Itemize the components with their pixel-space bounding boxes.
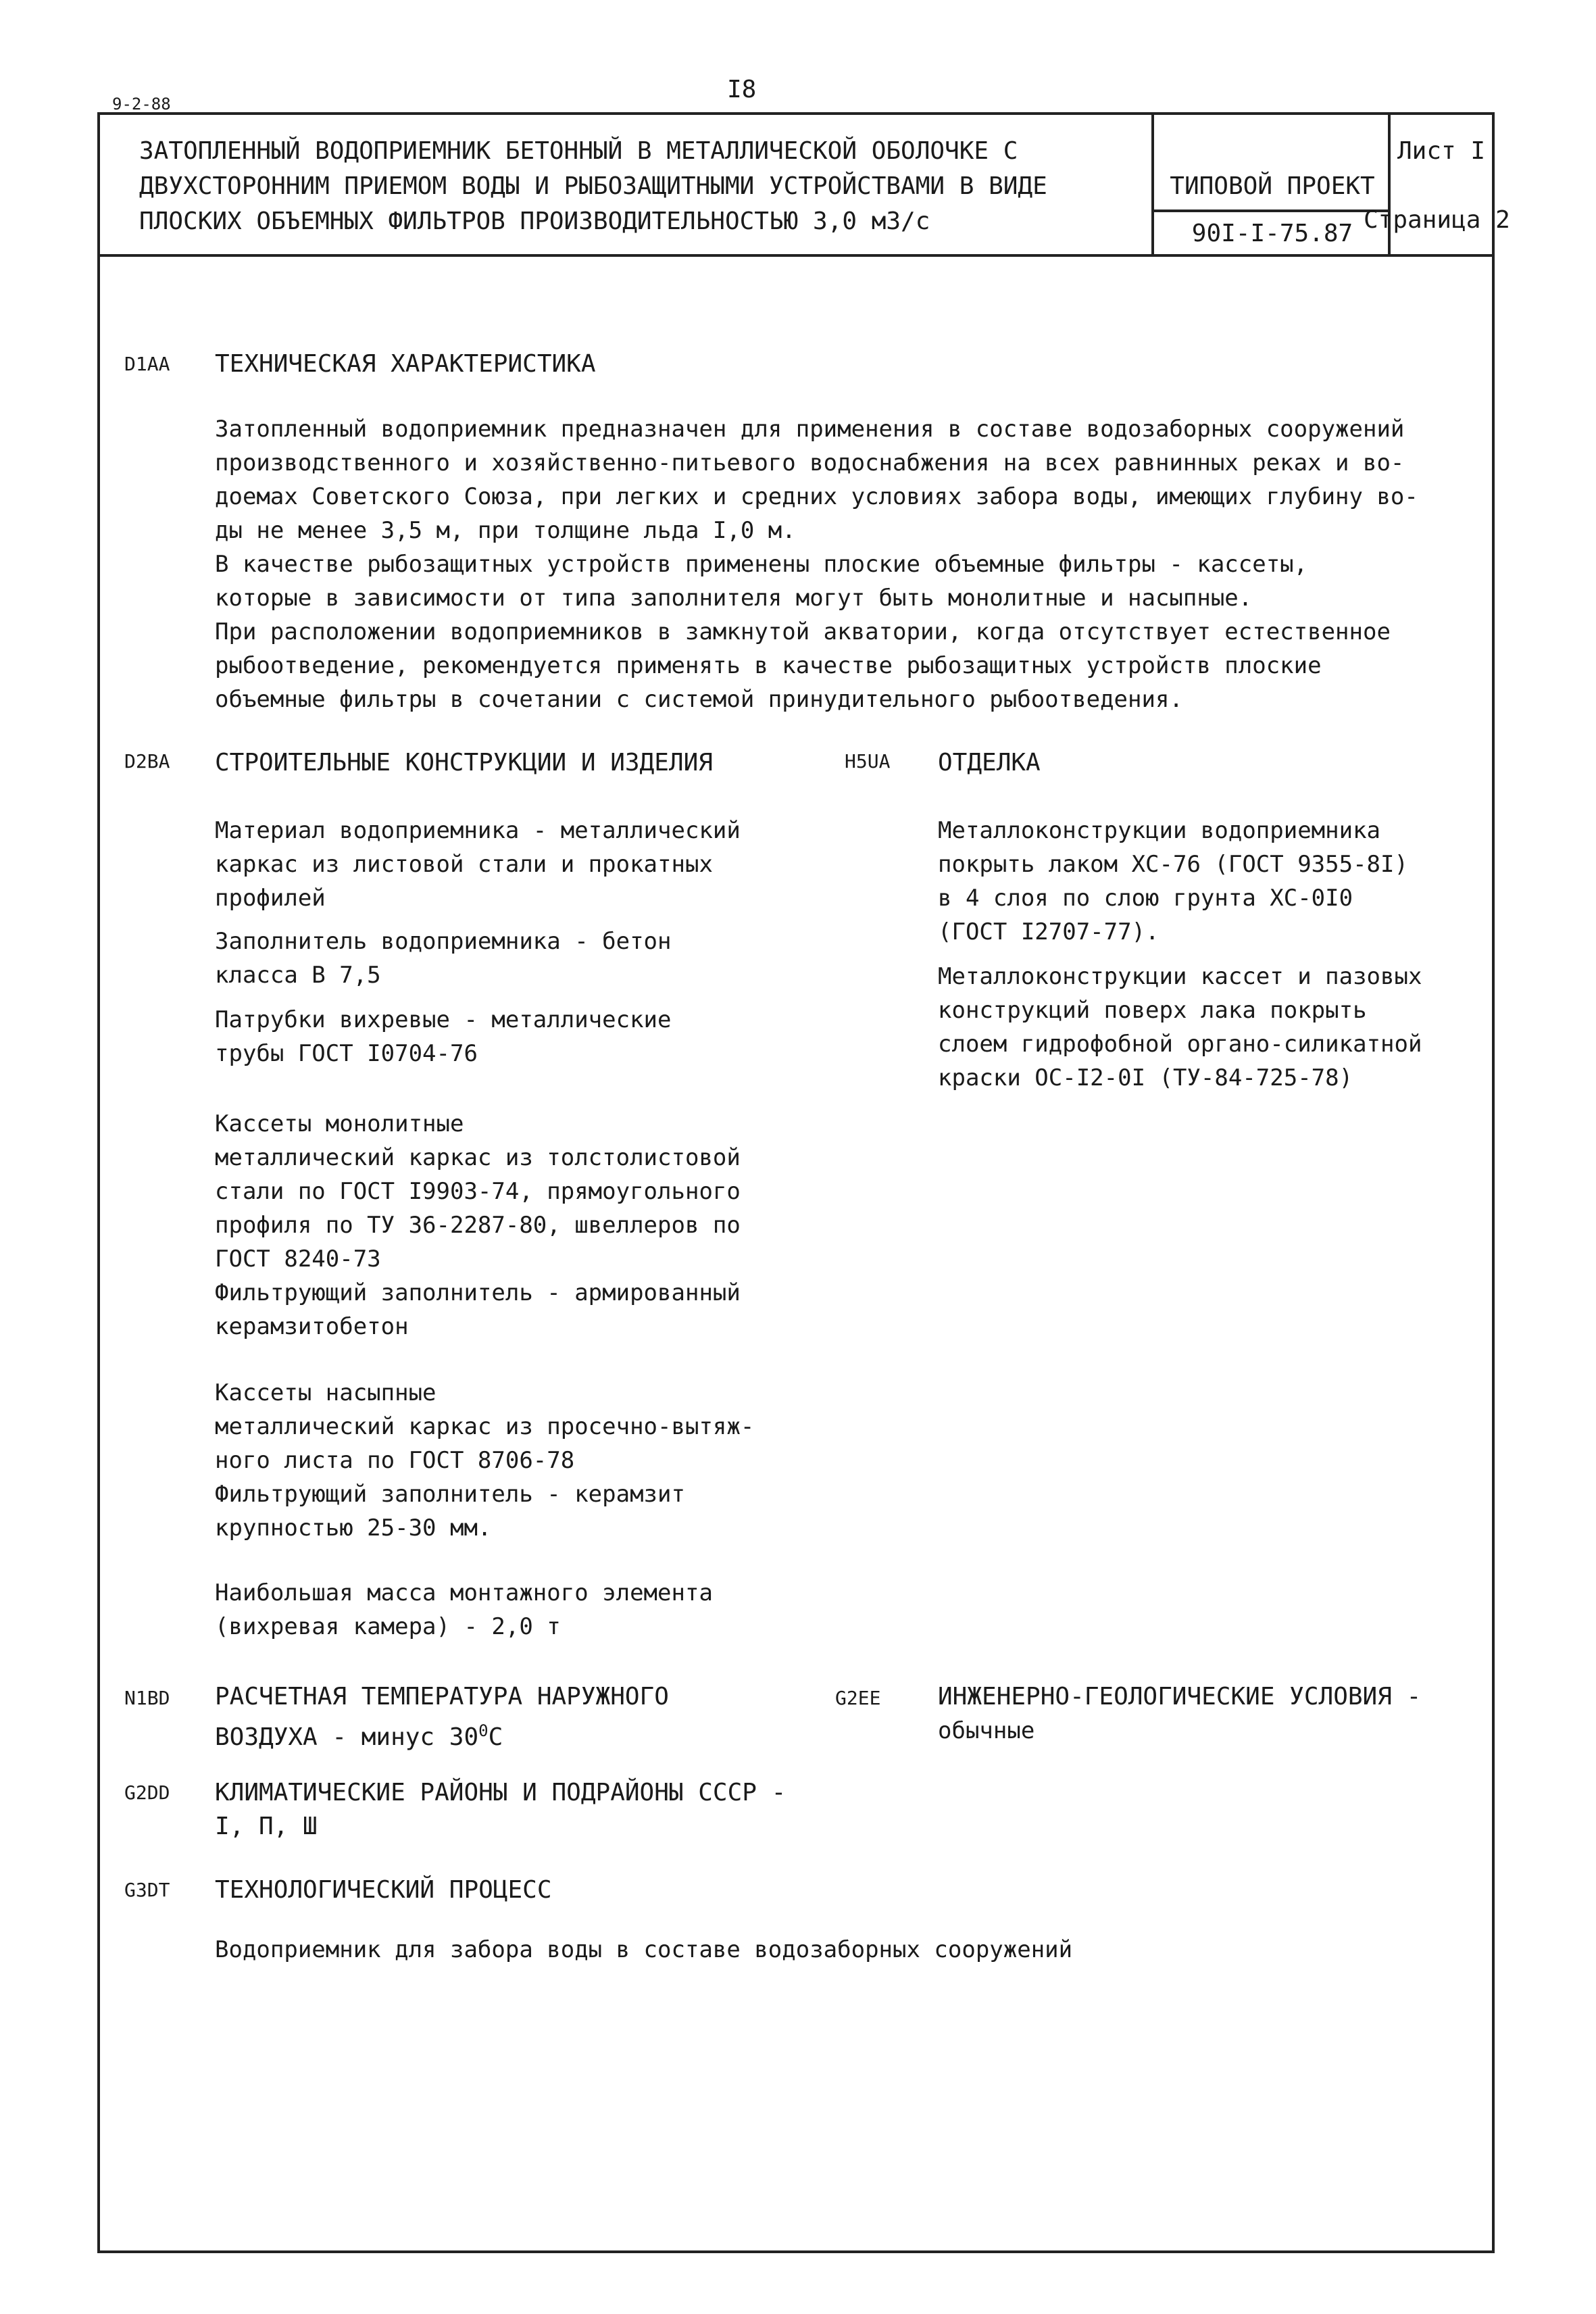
section-code: D1AA bbox=[124, 353, 170, 375]
paragraph: Металлоконструкции водоприемника покрыть лаком ХС-76 (ГОСТ 9355-8I) в 4 слоя по слою грунта ХС-0I0 (ГОСТ I2707-77). bbox=[938, 817, 1408, 945]
section-value: I, П, Ш bbox=[215, 1813, 318, 1840]
paragraph: Кассеты монолитные металлический каркас из толстолистовой стали по ГОСТ I9903-74, прямоугольного профиля по ТУ 36-2287-80, швеллеров по ГОСТ 8240-73 Фильтрующий заполнитель - армированный керамзитобетон bbox=[215, 1110, 741, 1340]
paragraph: Металлоконструкции кассет и пазовых конструкций поверх лака покрыть слоем гидрофобной органо-силикатной краски ОС-I2-0I (ТУ-84-725-78) bbox=[938, 963, 1422, 1091]
section-code: N1BD bbox=[124, 1687, 170, 1709]
section-heading: ТЕХНИЧЕСКАЯ ХАРАКТЕРИСТИКА bbox=[215, 350, 596, 378]
section-heading: ТЕХНОЛОГИЧЕСКИЙ ПРОЦЕСС bbox=[215, 1876, 552, 1904]
paragraph: Патрубки вихревые - металлические трубы ГОСТ I0704-76 bbox=[215, 1006, 672, 1067]
project-number: 90I-I-75.87 bbox=[1154, 210, 1391, 251]
paragraph: Кассеты насыпные металлический каркас из просечно-вытяж- ного листа по ГОСТ 8706-78 Фильтрующий заполнитель - керамзит крупностью 25-30 мм. bbox=[215, 1379, 755, 1542]
section-heading bbox=[215, 1680, 823, 1754]
section-heading: КЛИМАТИЧЕСКИЕ РАЙОНЫ И ПОДРАЙОНЫ СССР - bbox=[215, 1779, 787, 1806]
section-text: Затопленный водоприемник предназначен для применения в составе водозаборных сооружений производственного и хозяйственно-питьевого водоснабжения на всех равнинных реках и во- доемах Советского Союза, при легких и средних условиях забора воды, имеющих глубину во- ды не менее 3,5 м, при толщине льда I,0 м. В качестве рыбозащитных устройств применены плоские объемные фильтры - кассеты, которые в зависимости от типа заполнителя могут быть монолитные и насыпные. При расположении водоприемников в замкнутой акватории, когда отсутствует естественное рыбоотведение, рекомендуется применять в качестве рыбозащитных устройств плоские объемные фильтры в сочетании с системой принудительного рыбоотведения. bbox=[215, 416, 1418, 713]
section-heading: СТРОИТЕЛЬНЫЕ КОНСТРУКЦИИ И ИЗДЕЛИЯ bbox=[215, 749, 713, 777]
section-code: G2EE bbox=[835, 1687, 881, 1709]
paragraph: Наибольшая масса монтажного элемента (вихревая камера) - 2,0 т bbox=[215, 1579, 713, 1640]
section-code: D2BA bbox=[124, 750, 170, 772]
page-number: I8 bbox=[727, 76, 757, 103]
section-value: обычные bbox=[938, 1717, 1035, 1744]
page-label: Страница 2 bbox=[1364, 206, 1510, 234]
section-heading: ИНЖЕНЕРНО-ГЕОЛОГИЧЕСКИЕ УСЛОВИЯ - bbox=[938, 1683, 1422, 1710]
paragraph: Заполнитель водоприемника - бетон класса В 7,5 bbox=[215, 928, 672, 989]
sheet-info bbox=[1364, 134, 1510, 238]
document-title: ЗАТОПЛЕННЫЙ ВОДОПРИЕМНИК БЕТОННЫЙ В МЕТАЛЛИЧЕСКОЙ ОБОЛОЧКЕ С ДВУХСТОРОННИМ ПРИЕМОМ ВОДЫ И РЫБОЗАЩИТНЫМИ УСТРОЙСТВАМИ В ВИДЕ ПЛОСКИХ ОБЪЕМНЫХ ФИЛЬТРОВ ПРОИЗВОДИТЕЛЬНОСТЬЮ 3,0 м3/с bbox=[139, 137, 1047, 235]
temperature-heading-line: РАСЧЕТНАЯ ТЕМПЕРАТУРА НАРУЖНОГО bbox=[215, 1683, 669, 1710]
project-label: ТИПОВОЙ ПРОЕКТ bbox=[1170, 172, 1375, 200]
section-heading: ОТДЕЛКА bbox=[938, 749, 1041, 777]
temperature-value: ВОЗДУХА - минус $30^0С$ bbox=[215, 1721, 503, 1751]
section-code: G3DT bbox=[124, 1879, 170, 1901]
sheet-label: Лист I bbox=[1397, 137, 1486, 165]
document-code: 9-2-88 bbox=[112, 95, 171, 114]
section-code: G2DD bbox=[124, 1781, 170, 1804]
project-info bbox=[1154, 169, 1391, 251]
title-block bbox=[100, 115, 1510, 257]
paragraph: Материал водоприемника - металлический каркас из листовой стали и прокатных профилей bbox=[215, 817, 741, 912]
section-code: H5UA bbox=[845, 750, 891, 772]
section-text: Водоприемник для забора воды в составе водозаборных сооружений bbox=[215, 1936, 1073, 1963]
